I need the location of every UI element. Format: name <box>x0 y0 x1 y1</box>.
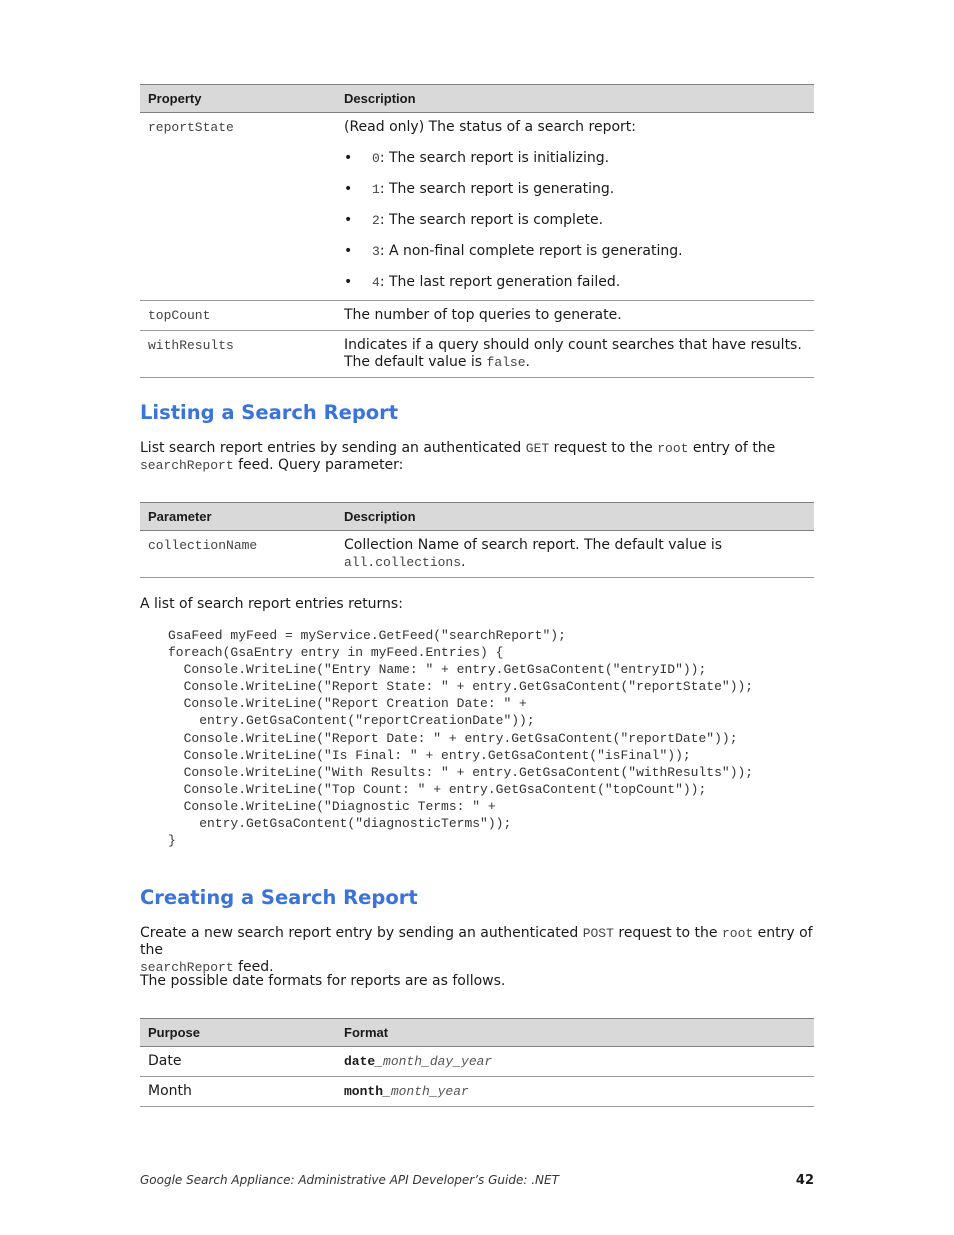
column-header: Description <box>336 85 814 113</box>
table-header-row <box>140 1019 814 1047</box>
parameter-table-container <box>140 502 814 578</box>
column-header: Format <box>336 1019 814 1047</box>
property-name: topCount <box>148 308 211 323</box>
column-header: Property <box>140 85 336 113</box>
purpose-cell: Date <box>140 1047 336 1077</box>
list-item: • 3: A non-final complete report is generating. <box>344 243 683 259</box>
state-list <box>344 150 806 294</box>
table-header-row <box>140 85 814 113</box>
parameter-description: Collection Name of search report. The default value is all.collections. <box>336 531 814 578</box>
table-row <box>140 331 814 378</box>
table-row <box>140 531 814 578</box>
paragraph: Create a new search report entry by sending an authenticated POST request to the root entry of the searchReport feed. <box>140 925 813 975</box>
list-item: • 4: The last report generation failed. <box>344 274 621 290</box>
bullet-icon: • <box>344 150 353 166</box>
paragraph: List search report entries by sending an authenticated GET request to the root entry of the searchReport feed. Query parameter: <box>140 440 776 473</box>
table-row <box>140 113 814 301</box>
column-header: Parameter <box>140 503 336 531</box>
purpose-cell: Month <box>140 1077 336 1107</box>
paragraph: A list of search report entries returns: <box>140 596 403 612</box>
table-row <box>140 1047 814 1077</box>
footer-title: Google Search Appliance: Administrative API Developer’s Guide: .NET <box>140 1173 559 1187</box>
bullet-icon: • <box>344 243 353 259</box>
bullet-icon: • <box>344 212 353 228</box>
table-row <box>140 1077 814 1107</box>
list-item: • 2: The search report is complete. <box>344 212 604 228</box>
table-header-row <box>140 503 814 531</box>
table-row <box>140 301 814 331</box>
property-description: Indicates if a query should only count searches that have results. The default value is false. <box>336 331 814 378</box>
format-cell: month_month_year <box>336 1077 814 1107</box>
parameter-name: collectionName <box>148 538 258 553</box>
column-header: Purpose <box>140 1019 336 1047</box>
parameter-table <box>140 502 814 578</box>
format-cell: date_month_day_year <box>336 1047 814 1077</box>
property-table-container <box>140 84 814 378</box>
property-name: reportState <box>148 120 234 135</box>
property-description: The number of top queries to generate. <box>336 301 814 331</box>
property-description: (Read only) The status of a search report: <box>344 119 636 135</box>
format-table <box>140 1018 814 1107</box>
section-heading-creating: Creating a Search Report <box>140 886 418 909</box>
property-table <box>140 84 814 378</box>
list-item: • 1: The search report is generating. <box>344 181 615 197</box>
column-header: Description <box>336 503 814 531</box>
format-table-container <box>140 1018 814 1107</box>
page-number: 42 <box>795 1173 814 1188</box>
list-item: • 0: The search report is initializing. <box>344 150 610 166</box>
bullet-icon: • <box>344 274 353 290</box>
property-name: withResults <box>148 338 234 353</box>
bullet-icon: • <box>344 181 353 197</box>
paragraph: The possible date formats for reports are as follows. <box>140 973 506 989</box>
code-block: GsaFeed myFeed = myService.GetFeed("searchReport"); foreach(GsaEntry entry in myFeed.Entries) { Console.WriteLine("Entry Name: " + entry.GetGsaContent("entryID")); Console.WriteLine("Report State: " + entry.GetGsaContent("reportState")); Console.WriteLine("Report Creation Date: " + entry.GetGsaContent("reportCreationDate")); Console.WriteLine("Report Date: " + entry.GetGsaContent("reportDate")); Console.WriteLine("Is Final: " + entry.GetGsaContent("isFinal")); Console.WriteLine("With Results: " + entry.GetGsaContent("withResults")); Console.WriteLine("Top Count: " + entry.GetGsaContent("topCount")); Console.WriteLine("Diagnostic Terms: " + entry.GetGsaContent("diagnosticTerms")); } <box>168 628 754 849</box>
section-heading-listing: Listing a Search Report <box>140 401 399 424</box>
